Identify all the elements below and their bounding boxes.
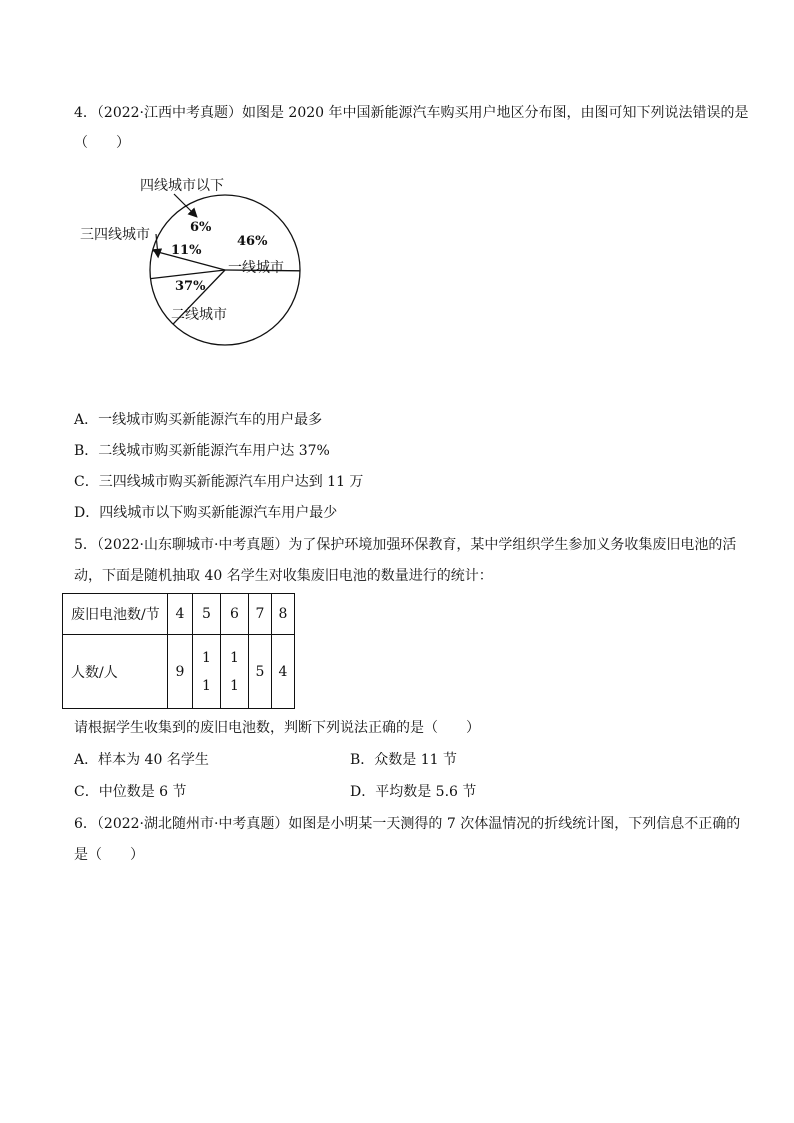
- stacked-digits: [202, 644, 211, 700]
- label-four-tier-below: 四线城市以下: [140, 178, 224, 194]
- q4-option-a: A．一线城市购买新能源汽车的用户最多: [74, 412, 323, 428]
- q5-option-d: D．平均数是 5.6 节: [350, 784, 477, 800]
- pct-first-tier: 46%: [237, 234, 268, 249]
- q4-option-b: B．二线城市购买新能源汽车用户达 37%: [74, 443, 330, 459]
- table-header-cell: 人数/人: [63, 635, 168, 709]
- pct-four-tier-below: 6%: [190, 220, 212, 235]
- stacked-digit: 1: [230, 677, 239, 694]
- label-first-tier: 一线城市: [228, 260, 284, 276]
- q4-option-d: D．四线城市以下购买新能源汽车用户最少: [74, 505, 338, 521]
- q5-option-b: B．众数是 11 节: [350, 752, 458, 768]
- table-row: [63, 635, 295, 709]
- q6-stem-line1: 6．（2022·湖北随州市·中考真题）如图是小明某一天测得的 7 次体温情况的折线统计图，下列信息不正确的: [74, 816, 741, 832]
- stacked-digit: 1: [230, 649, 239, 666]
- q5-stem-line1: 5．（2022·山东聊城市·中考真题）为了保护环境加强环保教育，某中学组织学生参加义务收集废旧电池的活: [74, 537, 737, 553]
- q4-pie-chart: [70, 172, 330, 362]
- q5-question: 请根据学生收集到的废旧电池数，判断下列说法正确的是（ ）: [74, 720, 480, 736]
- label-three-four-tier: 三四线城市: [80, 227, 150, 243]
- pie-chart-svg: [70, 172, 330, 362]
- q6-stem-line2: 是（ ）: [74, 847, 144, 863]
- table-cell: 4: [272, 635, 295, 709]
- table-cell: [193, 635, 221, 709]
- table-cell: 5: [249, 635, 272, 709]
- stacked-digit: 1: [202, 677, 211, 694]
- q5-option-a: A．样本为 40 名学生: [74, 752, 209, 768]
- stacked-digits: [230, 644, 239, 700]
- q4-stem: 4．（2022·江西中考真题）如图是 2020 年中国新能源汽车购买用户地区分布图，由图可知下列说法错误的是: [74, 105, 749, 121]
- table-cell: 4: [168, 594, 193, 635]
- table-cell: 6: [221, 594, 249, 635]
- stacked-digit: 1: [202, 649, 211, 666]
- q5-battery-table: [62, 593, 295, 709]
- q5-stem-line2: 动，下面是随机抽取 40 名学生对收集废旧电池的数量进行的统计：: [74, 568, 493, 584]
- table-row: [63, 594, 295, 635]
- q4-answer-bracket: （ ）: [74, 135, 130, 151]
- q5-option-c: C．中位数是 6 节: [74, 784, 187, 800]
- pct-three-four-tier: 11%: [171, 243, 202, 258]
- table-cell: 8: [272, 594, 295, 635]
- table-header-cell: 废旧电池数/节: [63, 594, 168, 635]
- q4-option-c: C．三四线城市购买新能源汽车用户达到 11 万: [74, 474, 364, 490]
- pct-second-tier: 37%: [175, 279, 206, 294]
- table-cell: [221, 635, 249, 709]
- table-cell: 5: [193, 594, 221, 635]
- table-cell: 9: [168, 635, 193, 709]
- table-cell: 7: [249, 594, 272, 635]
- label-second-tier: 二线城市: [171, 307, 227, 323]
